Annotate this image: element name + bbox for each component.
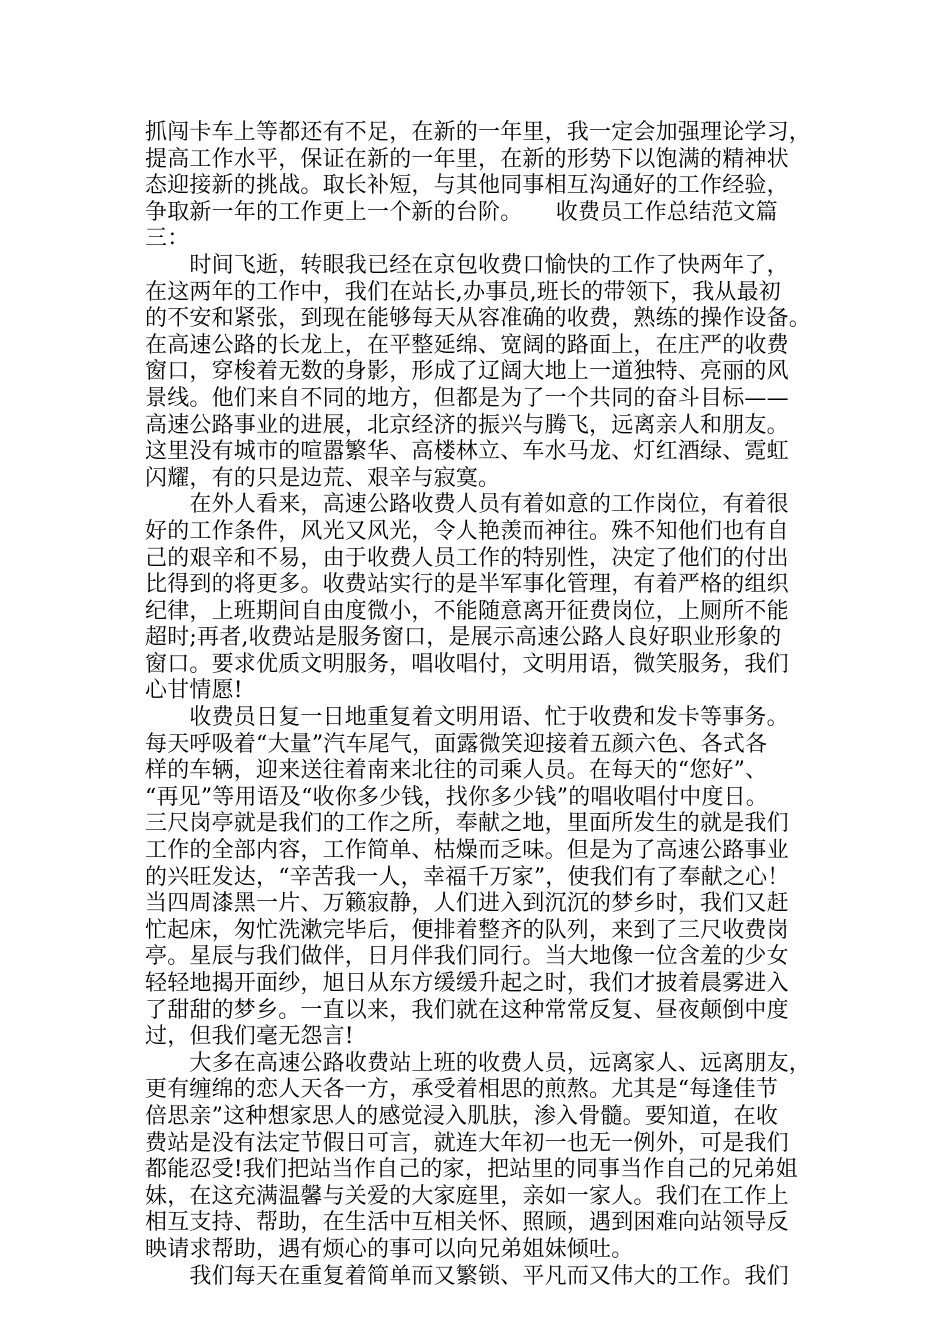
text-line: 时间飞逝，转眼我已经在京包收费口愉快的工作了快两年了， xyxy=(145,252,789,278)
text-line: 比得到的将更多。收费站实行的是半军事化管理，有着严格的组织 xyxy=(145,572,789,598)
text-line: 心甘情愿! xyxy=(145,678,243,704)
text-line: 倍思亲”这种想家思人的感觉浸入肌肤，渗入骨髓。要知道，在收 xyxy=(145,1103,779,1129)
text-line: 收费员日复一日地重复着文明用语、忙于收费和发卡等事务。 xyxy=(145,705,789,731)
text-line: 在这两年的工作中，我们在站长,办事员,班长的带领下，我从最初 xyxy=(145,279,781,305)
text-line: 大多在高速公路收费站上班的收费人员，远离家人、远离朋友， xyxy=(145,1050,812,1076)
text-line: 亭。星辰与我们做伴，日月伴我们同行。当大地像一位含羞的少女 xyxy=(145,944,789,970)
text-line: 在高速公路的长龙上，在平整延绵、宽阔的路面上，在庄严的收费 xyxy=(145,332,789,358)
text-line: 纪律，上班期间自由度微小，不能随意离开征费岗位，上厕所不能 xyxy=(145,598,789,624)
text-line: 己的艰辛和不易，由于收费人员工作的特别性，决定了他们的付出 xyxy=(145,545,789,571)
text-line: 工作的全部内容，工作简单、枯燥而乏味。但是为了高速公路事业 xyxy=(145,838,789,864)
text-line: 窗口。要求优质文明服务，唱收唱付，文明用语，微笑服务，我们 xyxy=(145,651,789,677)
text-line: 抓闯卡车上等都还有不足，在新的一年里，我一定会加强理论学习， xyxy=(145,120,812,145)
text-line: 费站是没有法定节假日可言，就连大年初一也无一例外，可是我们 xyxy=(145,1130,789,1156)
text-line: 窗口，穿梭着无数的身影，形成了辽阔大地上一道独特、亮丽的风 xyxy=(145,359,789,385)
text-line: 高速公路事业的进展，北京经济的振兴与腾飞，远离亲人和朋友。 xyxy=(145,412,789,438)
document-page xyxy=(145,120,812,1290)
text-line: 忙起床，匆忙洗漱完毕后，便排着整齐的队列，来到了三尺收费岗 xyxy=(145,917,789,943)
text-line: 样的车辆，迎来送往着南来北往的司乘人员。在每天的“您好”、 xyxy=(145,758,768,784)
text-line: 我们每天在重复着简单而又繁锁、平凡而又伟大的工作。我们 xyxy=(145,1263,789,1289)
text-line: 相互支持、帮助，在生活中互相关怀、照顾，遇到困难向站领导反 xyxy=(145,1210,789,1236)
text-line: 提高工作水平，保证在新的一年里，在新的形势下以饱满的精神状 xyxy=(145,146,789,172)
text-line: 的不安和紧张，到现在能够每天从容准确的收费，熟练的操作设备。 xyxy=(145,306,812,332)
text-line: “再见”等用语及“收你多少钱，找你多少钱”的唱收唱付中度日。 xyxy=(145,784,768,810)
text-line: 轻轻地揭开面纱，旭日从东方缓缓升起之时，我们才披着晨雾进入 xyxy=(145,971,789,996)
text-line: 了甜甜的梦乡。一直以来，我们就在这种常常反复、昼夜颠倒中度 xyxy=(145,997,789,1023)
text-line: 映请求帮助，遇有烦心的事可以向兄弟姐妹倾吐。 xyxy=(145,1236,634,1262)
text-line: 争取新一年的工作更上一个新的台阶。 收费员工作总结范文篇 xyxy=(145,199,778,225)
text-line: 每天呼吸着“大量”汽车尾气，面露微笑迎接着五颜六色、各式各 xyxy=(145,731,768,757)
text-line: 更有缠绵的恋人天各一方，承受着相思的煎熬。尤其是“每逢佳节 xyxy=(145,1077,779,1103)
text-line: 过，但我们毫无怨言! xyxy=(145,1024,354,1050)
text-line: 超时;再者,收费站是服务窗口，是展示高速公路人良好职业形象的 xyxy=(145,625,782,651)
text-line: 景线。他们来自不同的地方，但都是为了一个共同的奋斗目标—— xyxy=(145,385,789,411)
text-line: 当四周漆黑一片、万籁寂静，人们进入到沉沉的梦乡时，我们又赶 xyxy=(145,891,789,917)
text-line: 态迎接新的挑战。取长补短，与其他同事相互沟通好的工作经验， xyxy=(145,173,789,199)
text-line: 的兴旺发达，“辛苦我一人，幸福千万家”，使我们有了奉献之心！ xyxy=(145,864,790,890)
text-line: 在外人看来，高速公路收费人员有着如意的工作岗位，有着很 xyxy=(145,492,789,518)
text-line: 闪耀，有的只是边荒、艰辛与寂寞。 xyxy=(145,465,501,491)
text-line: 三： xyxy=(145,226,190,252)
text-line: 好的工作条件，风光又风光，令人艳羡而神往。殊不知他们也有自 xyxy=(145,518,789,544)
text-line: 妹，在这充满温馨与关爱的大家庭里，亲如一家人。我们在工作上 xyxy=(145,1183,789,1209)
text-line: 三尺岗亭就是我们的工作之所，奉献之地，里面所发生的就是我们 xyxy=(145,811,789,837)
text-line: 都能忍受!我们把站当作自己的家，把站里的同事当作自己的兄弟姐 xyxy=(145,1157,798,1183)
text-line: 这里没有城市的喧嚣繁华、高楼林立、车水马龙、灯红酒绿、霓虹 xyxy=(145,439,789,465)
